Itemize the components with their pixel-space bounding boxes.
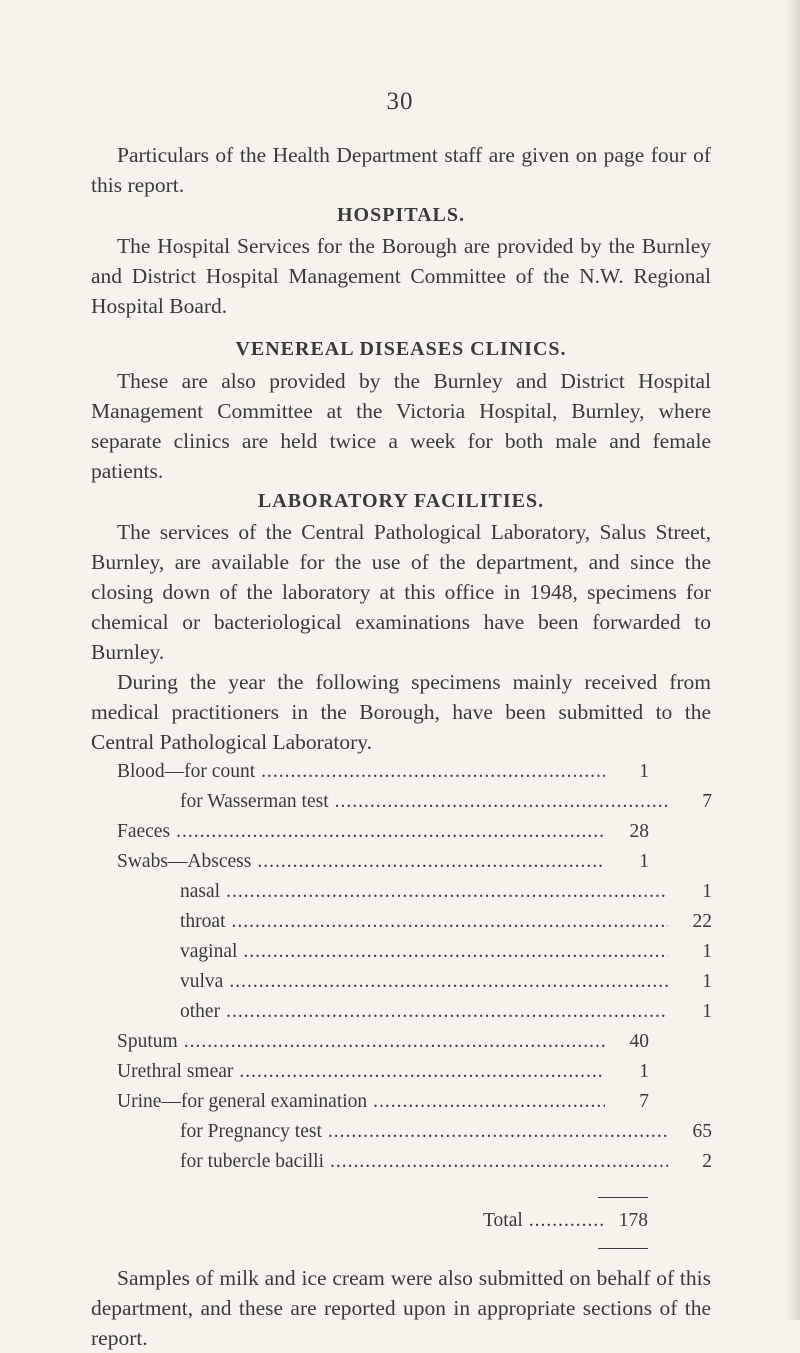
specimen-label: Sputum [117, 1031, 178, 1052]
leader-dots [335, 787, 668, 817]
specimen-label: Blood—for count [117, 761, 256, 782]
specimen-count: 7 [639, 1091, 649, 1112]
list-item [91, 877, 712, 907]
specimen-label: Urine—for general examination [117, 1091, 368, 1112]
total-rule-top [598, 1197, 648, 1198]
total-row [91, 1206, 648, 1236]
specimen-count: 2 [702, 1151, 712, 1172]
specimen-count: 1 [639, 1061, 649, 1082]
leader-dots [261, 757, 605, 787]
specimen-label: Swabs—Abscess [117, 851, 252, 872]
total-rule-bottom [598, 1248, 648, 1249]
list-item [91, 1087, 649, 1117]
specimen-count: 28 [629, 821, 649, 842]
leader-dots [226, 997, 668, 1027]
specimen-label: throat [180, 911, 226, 932]
laboratory-paragraph: The services of the Central Pathological Laboratory, Salus Street, Burnley, are available for the use of the department, and since the closing down of the laboratory at this office in 1948, specimens for chemical or bacteriological examinations have been forwarded to Burnley. [91, 520, 711, 664]
hospitals-paragraph: The Hospital Services for the Borough are provided by the Burnley and District Hospital Management Committee of the N.W. Regional Hospital Board. [91, 234, 711, 318]
specimen-count: 1 [639, 851, 649, 872]
leader-dots [373, 1087, 605, 1117]
list-item [91, 847, 649, 877]
list-item [91, 1117, 712, 1147]
leader-dots [226, 877, 668, 907]
total-count: 178 [618, 1210, 648, 1231]
leader-dots [328, 1117, 668, 1147]
list-item [91, 1057, 649, 1087]
specimen-count: 22 [692, 911, 712, 932]
leader-dots [229, 967, 668, 997]
section-heading-venereal-clinics: VENEREAL DISEASES CLINICS. [235, 338, 567, 360]
list-item [91, 1147, 712, 1177]
specimen-count: 1 [702, 881, 712, 902]
specimen-count: 1 [702, 941, 712, 962]
list-item [91, 757, 649, 787]
specimen-label: Faeces [117, 821, 171, 842]
leader-dots [239, 1057, 605, 1087]
leader-dots [243, 937, 668, 967]
specimen-count: 1 [702, 971, 712, 992]
leader-dots [184, 1027, 605, 1057]
list-item [91, 817, 649, 847]
list-item [91, 937, 712, 967]
specimen-count: 1 [702, 1001, 712, 1022]
specimen-count: 40 [629, 1031, 649, 1052]
specimen-label: for Wasserman test [180, 791, 329, 812]
list-item [91, 907, 712, 937]
closing-paragraph: Samples of milk and ice cream were also submitted on behalf of this department, and these are reported upon in appropriate sections of the report. [91, 1266, 711, 1350]
section-heading-hospitals: HOSPITALS. [337, 204, 465, 226]
specimen-label: other [180, 1001, 221, 1022]
document-body [91, 140, 711, 1353]
specimen-label: vulva [180, 971, 224, 992]
specimen-label: vaginal [180, 941, 238, 962]
page-edge-shadow [784, 0, 800, 1320]
specimen-count: 1 [639, 761, 649, 782]
list-item [91, 997, 712, 1027]
intro-paragraph: Particulars of the Health Department staff are given on page four of this report. [91, 143, 711, 197]
specimen-label: nasal [180, 881, 221, 902]
total-label: Total [483, 1210, 523, 1231]
leader-dots [257, 847, 605, 877]
list-item [91, 1027, 649, 1057]
leader-dots [176, 817, 605, 847]
venereal-clinics-paragraph: These are also provided by the Burnley and District Hospital Management Committee at the Victoria Hospital, Burnley, where separate clinics are held twice a week for both male and female patients. [91, 369, 711, 483]
specimen-label: for Pregnancy test [180, 1121, 322, 1142]
specimen-count: 65 [692, 1121, 712, 1142]
section-heading-laboratory: LABORATORY FACILITIES. [257, 490, 545, 512]
page-number: 30 [386, 88, 414, 115]
list-item [91, 787, 712, 817]
list-item [91, 967, 712, 997]
specimen-count: 7 [702, 791, 712, 812]
leader-dots [231, 907, 668, 937]
leader-dots [529, 1206, 604, 1236]
leader-dots [330, 1147, 668, 1177]
specimens-intro-paragraph: During the year the following specimens mainly received from medical practitioners in the Borough, have been submitted to the Central Pathological Laboratory. [91, 670, 711, 754]
specimen-label: Urethral smear [117, 1061, 234, 1082]
specimen-list [91, 757, 711, 1249]
specimen-label: for tubercle bacilli [180, 1151, 325, 1172]
